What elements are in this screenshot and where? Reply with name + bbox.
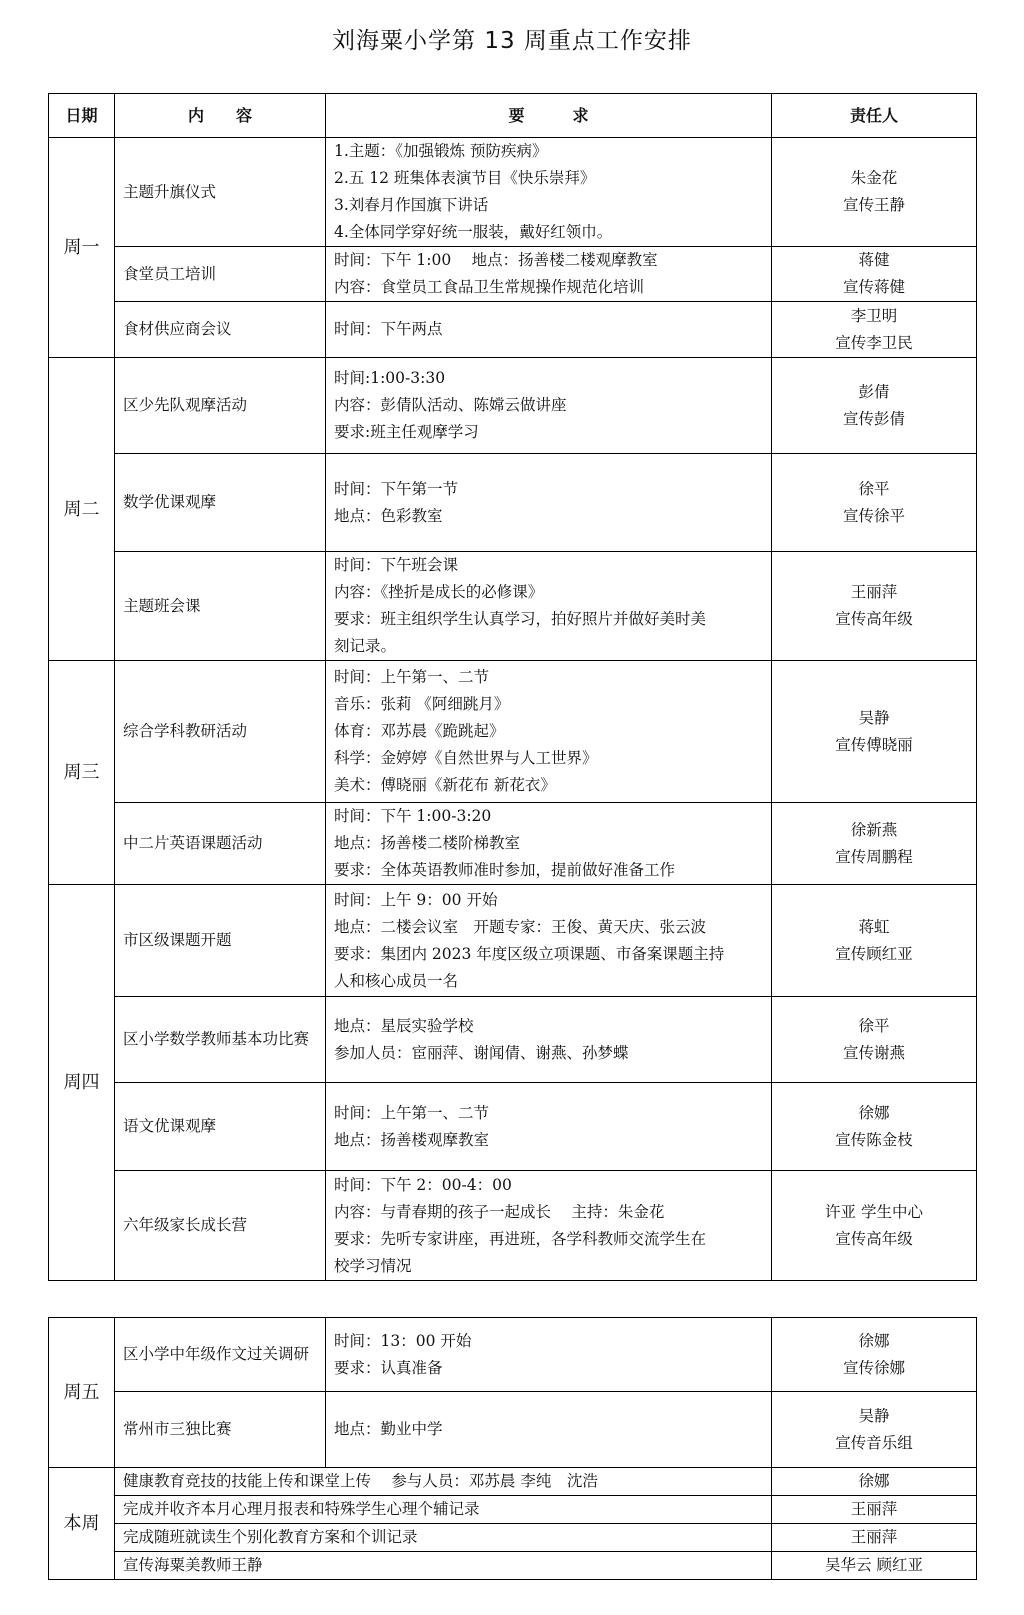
responsible-cell: 徐娜 — [772, 1468, 977, 1496]
responsible-line: 宣传高年级 — [835, 610, 913, 628]
requirement-line: 时间：上午 9：00 开始 — [334, 890, 498, 909]
requirement-line: 体育：邓苏晨《跪跳起》 — [334, 722, 505, 740]
header-content: 内 容 — [115, 94, 326, 138]
requirement-line: 4.全体同学穿好统一服装，戴好红领巾。 — [334, 223, 613, 241]
responsible-line: 徐娜 — [858, 1103, 890, 1122]
responsible-cell: 吴华云 顾红亚 — [772, 1552, 977, 1580]
requirement-line: 美术：傅晓丽《新花布 新花衣》 — [334, 776, 556, 794]
requirement-cell — [326, 997, 772, 1083]
requirement-line: 要求：全体英语教师准时参加，提前做好准备工作 — [334, 861, 676, 879]
requirement-line: 时间：下午 1:00 地点：扬善楼二楼观摩教室 — [334, 251, 658, 269]
requirement-line: 内容：《挫折是成长的必修课》 — [334, 583, 544, 601]
table-row — [49, 1496, 977, 1524]
responsible-line: 徐平 — [858, 1016, 890, 1035]
responsible-cell — [772, 1171, 977, 1281]
week-task: 完成随班就读生个别化教育方案和个训记录 — [115, 1524, 772, 1552]
item-cell: 市区级课题开题 — [115, 885, 326, 997]
requirement-line: 时间：下午 1:00-3:20 — [334, 807, 492, 825]
requirement-cell — [326, 247, 772, 302]
responsible-line: 宣传陈金枝 — [835, 1130, 913, 1149]
item-cell: 数学优课观摩 — [115, 454, 326, 552]
responsible-cell — [772, 247, 977, 302]
requirement-line: 时间：下午班会课 — [334, 556, 459, 574]
table-row — [49, 1083, 977, 1171]
responsible-cell: 王丽萍 — [772, 1496, 977, 1524]
responsible-line: 宣传谢燕 — [842, 1043, 905, 1062]
requirement-line: 地点：二楼会议室 开题专家：王俊、黄天庆、张云波 — [334, 917, 707, 936]
day-label: 周二 — [49, 358, 115, 661]
requirement-line: 音乐：张莉 《阿细跳月》 — [334, 695, 510, 713]
responsible-line: 许亚 学生中心 — [825, 1202, 923, 1221]
schedule-table-main — [48, 93, 977, 1281]
schedule-table-continued — [48, 1317, 977, 1580]
table-row — [49, 803, 977, 885]
responsible-line: 徐平 — [858, 479, 890, 498]
responsible-line: 宣传音乐组 — [835, 1433, 913, 1452]
requirement-line: 地点：勤业中学 — [334, 1420, 443, 1438]
requirement-cell — [326, 1083, 772, 1171]
page-title: 刘海粟小学第 13 周重点工作安排 — [332, 28, 692, 54]
requirement-line: 内容：食堂员工食品卫生常规操作规范化培训 — [334, 278, 645, 296]
item-cell: 语文优课观摩 — [115, 1083, 326, 1171]
header-date: 日期 — [49, 94, 115, 138]
responsible-line: 李卫明 — [850, 306, 898, 325]
requirement-line: 参加人员：宦丽萍、谢闻倩、谢燕、孙梦蝶 — [334, 1043, 629, 1062]
responsible-line: 徐新燕 — [850, 820, 898, 839]
responsible-line: 宣传傅晓丽 — [835, 735, 913, 754]
item-cell: 区小学数学教师基本功比赛 — [115, 997, 326, 1083]
responsible-line: 宣传高年级 — [835, 1229, 913, 1248]
item-cell: 食材供应商会议 — [115, 302, 326, 358]
header-row — [49, 94, 977, 138]
requirement-line: 要求:班主任观摩学习 — [334, 423, 479, 441]
responsible-line: 朱金花 — [850, 169, 898, 187]
item-cell: 区少先队观摩活动 — [115, 358, 326, 454]
header-requirement: 要 求 — [326, 94, 772, 138]
table-row — [49, 661, 977, 803]
responsible-line: 蒋虹 — [858, 917, 890, 936]
requirement-cell — [326, 803, 772, 885]
responsible-line: 宣传周鹏程 — [835, 847, 913, 866]
requirement-cell — [326, 358, 772, 454]
requirement-cell — [326, 661, 772, 803]
item-cell: 中二片英语课题活动 — [115, 803, 326, 885]
requirement-line: 地点：扬善楼二楼阶梯教室 — [334, 834, 521, 852]
requirement-line: 时间：下午第一节 — [334, 479, 459, 498]
requirement-line: 要求：认真准备 — [334, 1358, 443, 1377]
item-cell: 主题班会课 — [115, 552, 326, 661]
requirement-line: 1.主题：《加强锻炼 预防疾病》 — [334, 142, 548, 160]
responsible-cell — [772, 552, 977, 661]
responsible-cell — [772, 358, 977, 454]
requirement-line: 时间：下午 2：00-4：00 — [334, 1175, 512, 1194]
item-cell: 常州市三独比赛 — [115, 1392, 326, 1468]
responsible-line: 宣传徐娜 — [842, 1358, 905, 1377]
requirement-line: 时间：上午第一、二节 — [334, 668, 490, 686]
responsible-cell — [772, 1318, 977, 1392]
responsible-line: 宣传徐平 — [842, 506, 905, 525]
requirement-cell — [326, 138, 772, 247]
requirement-line: 科学：金婷婷《自然世界与人工世界》 — [334, 749, 598, 767]
responsible-line: 宣传李卫民 — [835, 333, 913, 352]
responsible-line: 宣传蒋健 — [842, 278, 905, 296]
responsible-cell — [772, 454, 977, 552]
requirement-line: 时间：13：00 开始 — [334, 1331, 472, 1350]
item-cell: 综合学科教研活动 — [115, 661, 326, 803]
responsible-line: 彭倩 — [858, 382, 890, 401]
requirement-line: 要求：先听专家讲座，再进班，各学科教师交流学生在 — [334, 1229, 707, 1248]
day-label: 周五 — [49, 1318, 115, 1468]
responsible-cell — [772, 661, 977, 803]
responsible-cell — [772, 997, 977, 1083]
item-cell: 区小学中年级作文过关调研 — [115, 1318, 326, 1392]
table-row — [49, 247, 977, 302]
responsible-line: 王丽萍 — [850, 583, 898, 601]
responsible-line: 宣传彭倩 — [842, 409, 905, 428]
table-row — [49, 1318, 977, 1392]
item-cell: 食堂员工培训 — [115, 247, 326, 302]
requirement-line: 人和核心成员一名 — [334, 971, 459, 990]
requirement-cell — [326, 885, 772, 997]
week-label: 本周 — [49, 1468, 115, 1580]
item-cell: 六年级家长成长营 — [115, 1171, 326, 1281]
requirement-line: 地点：色彩教室 — [334, 506, 443, 525]
responsible-cell — [772, 1083, 977, 1171]
responsible-cell — [772, 1392, 977, 1468]
requirement-line: 时间：下午两点 — [334, 320, 443, 338]
table-row — [49, 1524, 977, 1552]
table-row — [49, 1468, 977, 1496]
item-cell: 主题升旗仪式 — [115, 138, 326, 247]
responsible-line: 蒋健 — [858, 251, 890, 269]
requirement-line: 内容：与青春期的孩子一起成长 主持：朱金花 — [334, 1202, 665, 1221]
requirement-cell — [326, 1392, 772, 1468]
table-row — [49, 454, 977, 552]
responsible-cell — [772, 885, 977, 997]
requirement-line: 时间:1:00-3:30 — [334, 369, 446, 387]
requirement-line: 刻记录。 — [334, 637, 397, 655]
requirement-line: 地点：星辰实验学校 — [334, 1016, 474, 1035]
requirement-line: 要求：集团内 2023 年度区级立项课题、市备案课题主持 — [334, 944, 725, 963]
table-row — [49, 552, 977, 661]
table-row — [49, 1171, 977, 1281]
week-task: 健康教育竞技的技能上传和课堂上传 参与人员：邓苏晨 李纯 沈浩 — [115, 1468, 772, 1496]
requirement-cell — [326, 302, 772, 358]
table-row — [49, 885, 977, 997]
table-row — [49, 1552, 977, 1580]
table-row — [49, 302, 977, 358]
day-label: 周三 — [49, 661, 115, 885]
responsible-cell — [772, 138, 977, 247]
responsible-cell: 王丽萍 — [772, 1524, 977, 1552]
requirement-line: 地点：扬善楼观摩教室 — [334, 1130, 490, 1149]
responsible-cell — [772, 803, 977, 885]
table-row — [49, 997, 977, 1083]
table-row — [49, 1392, 977, 1468]
week-task: 完成并收齐本月心理月报表和特殊学生心理个辅记录 — [115, 1496, 772, 1524]
responsible-cell — [772, 302, 977, 358]
week-task: 宣传海粟美教师王静 — [115, 1552, 772, 1580]
responsible-line: 宣传顾红亚 — [835, 944, 913, 963]
day-label: 周一 — [49, 138, 115, 358]
requirement-cell — [326, 1318, 772, 1392]
requirement-line: 2.五 12 班集体表演节目《快乐崇拜》 — [334, 169, 596, 187]
requirement-cell — [326, 552, 772, 661]
header-responsible: 责任人 — [772, 94, 977, 138]
requirement-line: 3.刘春月作国旗下讲话 — [334, 196, 489, 214]
requirement-line: 要求：班主组织学生认真学习，拍好照片并做好美时美 — [334, 610, 707, 628]
responsible-line: 徐娜 — [858, 1331, 890, 1350]
responsible-line: 宣传王静 — [842, 196, 905, 214]
requirement-cell — [326, 454, 772, 552]
table-row — [49, 358, 977, 454]
requirement-cell — [326, 1171, 772, 1281]
requirement-line: 时间：上午第一、二节 — [334, 1103, 490, 1122]
responsible-line: 吴静 — [858, 1406, 890, 1425]
day-label: 周四 — [49, 885, 115, 1281]
requirement-line: 校学习情况 — [334, 1256, 412, 1275]
requirement-line: 内容：彭倩队活动、陈嫦云做讲座 — [334, 396, 567, 414]
table-row — [49, 138, 977, 247]
responsible-line: 吴静 — [858, 708, 890, 727]
